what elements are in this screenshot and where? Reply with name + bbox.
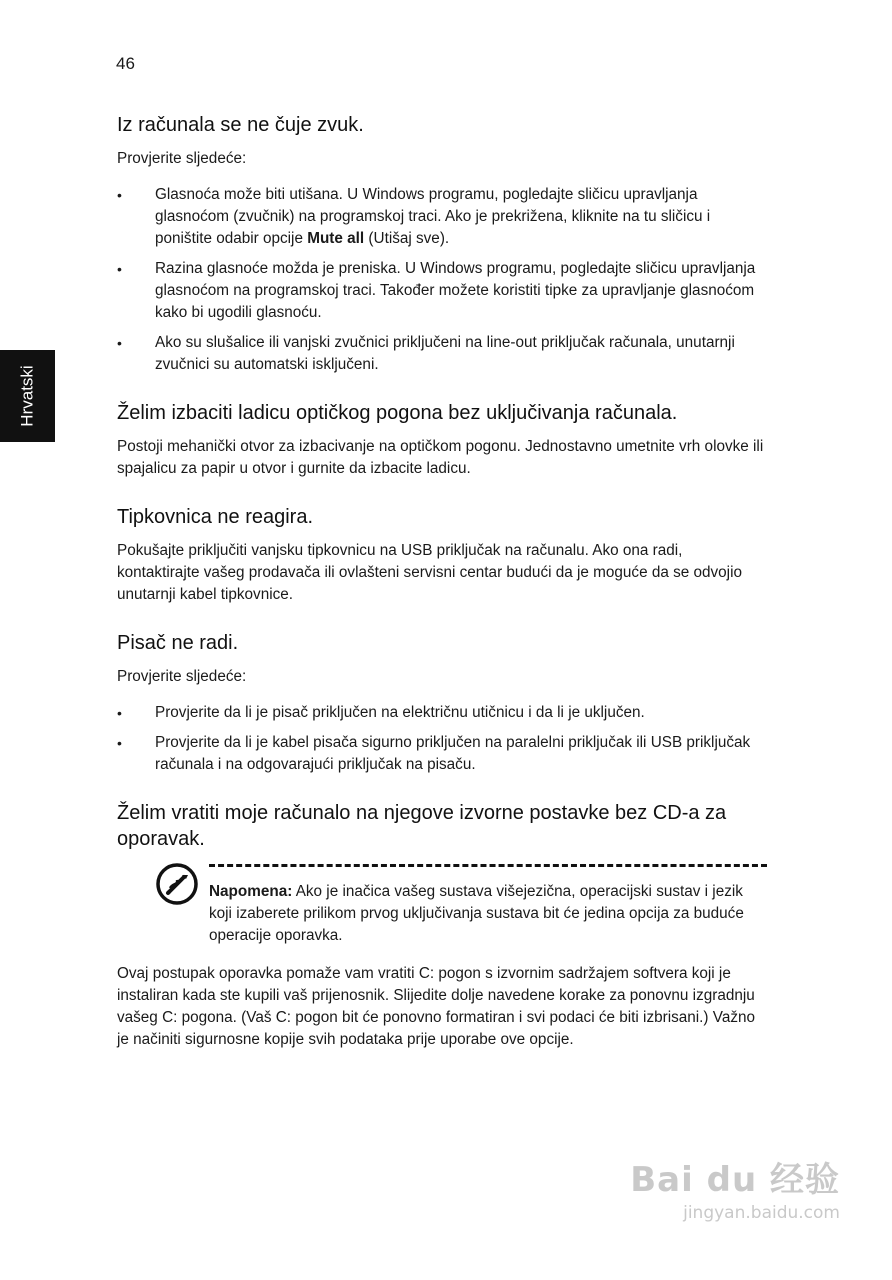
section-eject-tray (117, 400, 767, 480)
list-item-text: Razina glasnoće možda je preniska. U Windows programu, pogledajte sličicu upravljanja glasnoćom na programskoj traci. Također možete koristiti tipke za upravljanje glasnoćom kako bi ugodili glasnoću. (155, 260, 756, 321)
section-paragraph: Pokušajte priključiti vanjsku tipkovnicu na USB priključak na računalu. Ako ona radi, kontaktirajte vašeg prodavača ili ovlašteni servisni centar budući da je moguće da se odvojio unutarnji kabel tipkovnice. (117, 542, 742, 603)
watermark-logo: Bai du 经验 (630, 1160, 840, 1200)
watermark (630, 1152, 840, 1223)
section-title: Pisač ne radi. (117, 632, 239, 654)
list-item (117, 732, 767, 776)
bullet-icon: • (117, 187, 122, 203)
language-side-tab-label: Hrvatski (17, 365, 37, 427)
bullet-icon: • (117, 735, 122, 751)
section-lead: Provjerite sljedeće: (117, 150, 247, 167)
note-label: Napomena: (209, 883, 293, 900)
page-content (117, 112, 767, 1075)
section-paragraph: Ovaj postupak oporavka pomaže vam vratiti C: pogon s izvornim sadržajem softvera koji je instaliran kada ste kupili vaš prijenosnik. Slijedite dolje navedene korake za ponovnu izgradnju vašeg C: pogona. (Vaš C: pogon bit će ponovno formatiran i svi podaci će biti izbrisani.) Važno je načiniti sigurnosne kopije svih podataka prije uporabe ove opcije. (117, 965, 755, 1048)
bullet-list (117, 702, 767, 776)
note-divider (209, 864, 767, 867)
section-lead: Provjerite sljedeće: (117, 668, 247, 685)
note-pen-icon (155, 862, 199, 906)
list-item (117, 332, 767, 376)
note-body: Ako je inačica vašeg sustava višejezična, operacijski sustav i jezik koji izaberete prilikom prvog uključivanja sustava bit će jedina opcija za buduće operacije oporavka. (209, 883, 744, 944)
list-item-text: Ako su slušalice ili vanjski zvučnici priključeni na line-out priključak računala, unutarnji zvučnici su automatski isključeni. (155, 334, 735, 373)
bullet-icon: • (117, 705, 122, 721)
section-recovery (117, 800, 767, 1051)
list-item (117, 702, 767, 724)
list-item-bold: Mute all (307, 230, 365, 247)
section-title: Želim izbaciti ladicu optičkog pogona bez uključivanja računala. (117, 402, 678, 424)
section-title: Iz računala se ne čuje zvuk. (117, 114, 364, 136)
list-item-text: Provjerite da li je kabel pisača sigurno priključen na paralelni priključak ili USB priključak računala i na odgovarajući priključak na pisaču. (155, 734, 751, 773)
list-item-text: Glasnoća može biti utišana. U Windows programu, pogledajte sličicu upravljanja glasnoćom (zvučnik) na programskoj traci. Ako je prekrižena, kliknite na tu sličicu i poništite odabir opcije (155, 186, 711, 247)
section-printer (117, 630, 767, 776)
list-item-text-after: (Utišaj sve). (364, 230, 450, 247)
section-no-sound (117, 112, 767, 376)
note-box (155, 864, 767, 947)
section-title: Želim vratiti moje računalo na njegove izvorne postavke bez CD-a za oporavak. (117, 802, 727, 850)
list-item-text: Provjerite da li je pisač priključen na električnu utičnicu i da li je uključen. (155, 704, 645, 721)
note-text (209, 881, 767, 947)
bullet-icon: • (117, 335, 122, 351)
list-item (117, 258, 767, 324)
section-paragraph: Postoji mehanički otvor za izbacivanje na optičkom pogonu. Jednostavno umetnite vrh olovke ili spajalicu za papir u otvor i gurnite da izbacite ladicu. (117, 438, 764, 477)
bullet-list (117, 184, 767, 376)
section-title: Tipkovnica ne reagira. (117, 506, 314, 528)
bullet-icon: • (117, 261, 122, 277)
list-item (117, 184, 767, 250)
watermark-url: jingyan.baidu.com (683, 1203, 840, 1223)
page-number: 46 (116, 54, 135, 73)
section-keyboard (117, 504, 767, 606)
language-side-tab (0, 350, 55, 442)
